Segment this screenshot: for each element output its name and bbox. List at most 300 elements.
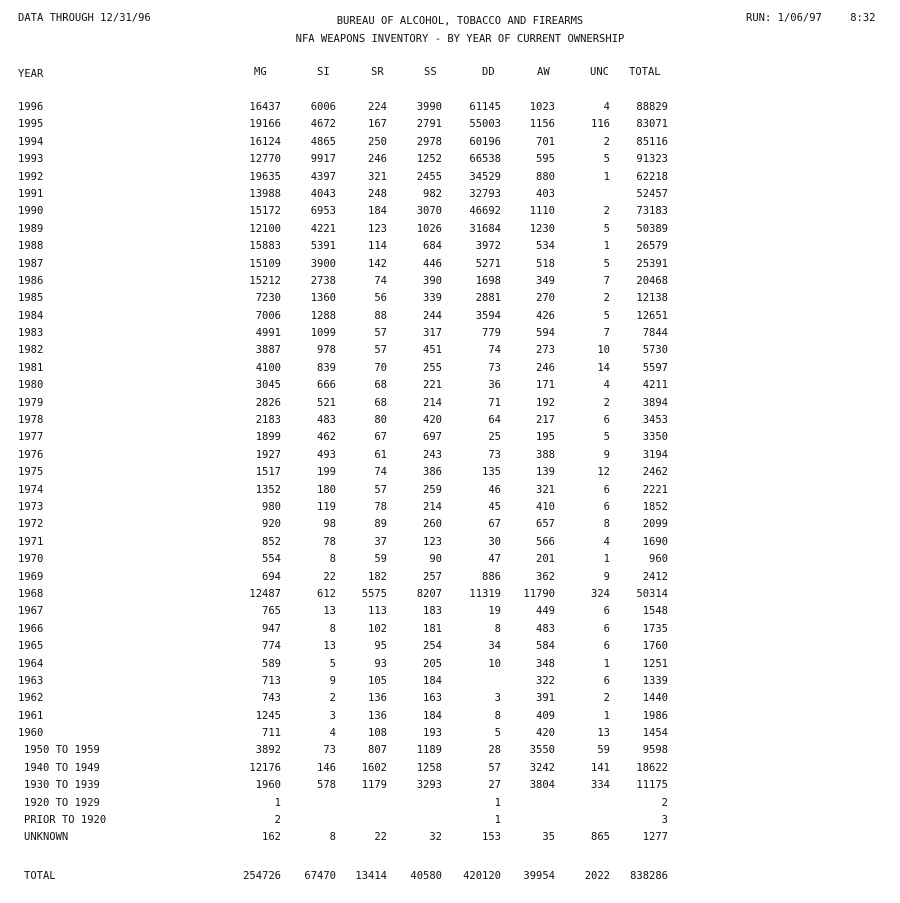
sr-cell: 136	[368, 692, 387, 705]
aw-cell: 321	[536, 483, 555, 496]
table-row	[0, 171, 900, 188]
si-cell: 78	[323, 535, 336, 548]
ss-cell: 3990	[416, 101, 442, 113]
table-row	[0, 831, 900, 848]
unc-cell: 6	[603, 500, 610, 513]
total-cell: 52457	[636, 187, 668, 200]
mg-cell: 589	[262, 657, 281, 670]
sr-cell: 105	[368, 674, 387, 687]
ss-cell: 255	[423, 361, 442, 374]
table-row	[0, 205, 900, 222]
si-cell: 978	[317, 344, 336, 357]
unc-cell: 5	[603, 309, 610, 322]
year-cell: 1985	[18, 292, 44, 305]
total-mg-cell: 254726	[243, 870, 281, 882]
si-cell: 839	[317, 361, 336, 374]
ss-cell: 214	[423, 500, 442, 513]
si-cell: 146	[317, 761, 336, 774]
mg-cell: 13988	[249, 187, 281, 200]
si-cell: 13	[323, 640, 336, 653]
table-row	[0, 501, 900, 518]
si-cell: 8	[329, 831, 336, 844]
dd-cell: 886	[482, 570, 501, 583]
ss-cell: 184	[423, 709, 442, 722]
si-cell: 2738	[310, 274, 336, 287]
col-header-unc: UNC	[590, 66, 609, 78]
total-unc-cell: 2022	[584, 870, 610, 882]
table-row	[0, 727, 900, 744]
dd-cell: 153	[482, 831, 501, 844]
mg-cell: 15172	[249, 205, 281, 218]
unc-cell: 4	[603, 535, 610, 548]
si-cell: 666	[317, 379, 336, 392]
si-cell: 8	[329, 622, 336, 635]
sr-cell: 22	[374, 831, 387, 844]
unc-cell: 4	[603, 101, 610, 113]
table-row	[0, 362, 900, 379]
agency-title: BUREAU OF ALCOHOL, TOBACCO AND FIREARMS	[336, 15, 584, 27]
ss-cell: 3070	[416, 205, 442, 218]
year-cell: 1979	[18, 396, 44, 409]
sr-cell: 108	[368, 727, 387, 740]
year-cell: 1963	[18, 674, 44, 687]
total-cell: 1454	[642, 727, 668, 740]
unc-cell: 12	[597, 466, 610, 479]
year-cell: 1971	[18, 535, 44, 548]
aw-cell: 594	[536, 327, 555, 340]
total-cell: 1735	[642, 622, 668, 635]
dd-cell: 1698	[475, 274, 501, 287]
total-cell: 12138	[636, 292, 668, 305]
mg-cell: 1927	[255, 448, 281, 461]
mg-cell: 12770	[249, 153, 281, 166]
year-cell: 1969	[18, 570, 44, 583]
unc-cell: 7	[603, 327, 610, 340]
total-ss-cell: 40580	[410, 870, 442, 882]
si-cell: 4865	[310, 135, 336, 148]
mg-cell: 15109	[249, 257, 281, 270]
total-cell: 3453	[642, 414, 668, 427]
table-row	[0, 814, 900, 831]
total-cell: 960	[649, 553, 668, 566]
ss-cell: 982	[423, 187, 442, 200]
si-cell: 462	[317, 431, 336, 444]
ss-cell: 1026	[416, 222, 442, 235]
year-cell: 1973	[18, 500, 44, 513]
mg-cell: 4991	[255, 327, 281, 340]
mg-cell: 554	[262, 553, 281, 566]
mg-cell: 162	[262, 831, 281, 844]
total-cell: 2462	[642, 466, 668, 479]
year-cell: 1964	[18, 657, 44, 670]
total-cell: 1852	[642, 500, 668, 513]
mg-cell: 2826	[255, 396, 281, 409]
ss-cell: 317	[423, 327, 442, 340]
ss-cell: 123	[423, 535, 442, 548]
mg-cell: 2	[274, 814, 281, 827]
dd-cell: 60196	[469, 135, 501, 148]
ss-cell: 451	[423, 344, 442, 357]
ss-cell: 90	[429, 553, 442, 566]
unc-cell: 4	[603, 379, 610, 392]
ss-cell: 183	[423, 605, 442, 618]
dd-cell: 1	[494, 796, 501, 809]
dd-cell: 46692	[469, 205, 501, 218]
year-cell: 1993	[18, 153, 44, 166]
ss-cell: 2455	[416, 170, 442, 183]
aw-cell: 518	[536, 257, 555, 270]
si-cell: 119	[317, 500, 336, 513]
total-aw-cell: 39954	[523, 870, 555, 882]
mg-cell: 1352	[255, 483, 281, 496]
col-header-si: SI	[317, 66, 330, 78]
sr-cell: 56	[374, 292, 387, 305]
dd-cell: 1	[494, 814, 501, 827]
aw-cell: 273	[536, 344, 555, 357]
aw-cell: 388	[536, 448, 555, 461]
unc-cell: 865	[591, 831, 610, 844]
ss-cell: 260	[423, 518, 442, 531]
sr-cell: 136	[368, 709, 387, 722]
ss-cell: 259	[423, 483, 442, 496]
col-header-ss: SS	[424, 66, 437, 78]
mg-cell: 7230	[255, 292, 281, 305]
total-cell: 1440	[642, 692, 668, 705]
col-header-aw: AW	[537, 66, 550, 78]
total-cell: 18622	[636, 761, 668, 774]
year-cell: 1975	[18, 466, 44, 479]
mg-cell: 2183	[255, 414, 281, 427]
unc-cell: 6	[603, 674, 610, 687]
table-row	[0, 223, 900, 240]
mg-cell: 19635	[249, 170, 281, 183]
sr-cell: 246	[368, 153, 387, 166]
dd-cell: 5271	[475, 257, 501, 270]
sr-cell: 1179	[361, 779, 387, 792]
unc-cell: 2	[603, 292, 610, 305]
sr-cell: 78	[374, 500, 387, 513]
unc-cell: 2	[603, 396, 610, 409]
ss-cell: 1258	[416, 761, 442, 774]
unc-cell: 7	[603, 274, 610, 287]
table-row	[0, 484, 900, 501]
mg-cell: 16124	[249, 135, 281, 148]
sr-cell: 113	[368, 605, 387, 618]
sr-cell: 95	[374, 640, 387, 653]
col-header-dd: DD	[482, 66, 495, 78]
unc-cell: 5	[603, 153, 610, 166]
year-cell: 1992	[18, 170, 44, 183]
aw-cell: 192	[536, 396, 555, 409]
si-cell: 9	[329, 674, 336, 687]
si-cell: 180	[317, 483, 336, 496]
table-row	[0, 310, 900, 327]
mg-cell: 713	[262, 674, 281, 687]
table-row	[0, 327, 900, 344]
ss-cell: 244	[423, 309, 442, 322]
year-cell: 1950 TO 1959	[24, 744, 100, 757]
sr-cell: 57	[374, 344, 387, 357]
dd-cell: 25	[488, 431, 501, 444]
aw-cell: 1156	[529, 118, 555, 131]
total-cell: 2412	[642, 570, 668, 583]
run-date: 1/06/97	[777, 12, 822, 24]
mg-cell: 4100	[255, 361, 281, 374]
year-cell: 1987	[18, 257, 44, 270]
dd-cell: 135	[482, 466, 501, 479]
dd-cell: 10	[488, 657, 501, 670]
sr-cell: 68	[374, 379, 387, 392]
unc-cell: 59	[597, 744, 610, 757]
sr-cell: 80	[374, 414, 387, 427]
mg-cell: 19166	[249, 118, 281, 131]
table-row	[0, 414, 900, 431]
total-cell: 5597	[642, 361, 668, 374]
year-cell: PRIOR TO 1920	[24, 814, 107, 827]
aw-cell: 449	[536, 605, 555, 618]
mg-cell: 920	[262, 518, 281, 531]
unc-cell: 334	[591, 779, 610, 792]
unc-cell: 6	[603, 414, 610, 427]
total-cell: 83071	[636, 118, 668, 131]
si-cell: 73	[323, 744, 336, 757]
sr-cell: 57	[374, 483, 387, 496]
unc-cell: 141	[591, 761, 610, 774]
dd-cell: 71	[488, 396, 501, 409]
total-cell: 2221	[642, 483, 668, 496]
total-cell: 3894	[642, 396, 668, 409]
total-cell: 3194	[642, 448, 668, 461]
run-time: 8:32	[850, 12, 876, 24]
aw-cell: 409	[536, 709, 555, 722]
mg-cell: 12176	[249, 761, 281, 774]
unc-cell: 6	[603, 605, 610, 618]
unc-cell: 6	[603, 640, 610, 653]
total-cell: 85116	[636, 135, 668, 148]
aw-cell: 1230	[529, 222, 555, 235]
sr-cell: 61	[374, 448, 387, 461]
year-cell: 1978	[18, 414, 44, 427]
ss-cell: 2978	[416, 135, 442, 148]
dd-cell: 66538	[469, 153, 501, 166]
unc-cell: 324	[591, 587, 610, 600]
unc-cell: 2	[603, 692, 610, 705]
aw-cell: 201	[536, 553, 555, 566]
dd-cell: 3	[494, 692, 501, 705]
col-header-year: YEAR	[18, 68, 44, 80]
dd-cell: 34	[488, 640, 501, 653]
unc-cell: 2	[603, 205, 610, 218]
sr-cell: 68	[374, 396, 387, 409]
mg-cell: 16437	[249, 101, 281, 113]
year-cell: 1976	[18, 448, 44, 461]
mg-cell: 1517	[255, 466, 281, 479]
ss-cell: 214	[423, 396, 442, 409]
dd-cell: 57	[488, 761, 501, 774]
ss-cell: 163	[423, 692, 442, 705]
si-cell: 521	[317, 396, 336, 409]
total-cell: 50314	[636, 587, 668, 600]
unc-cell: 6	[603, 483, 610, 496]
ss-cell: 221	[423, 379, 442, 392]
sr-cell: 93	[374, 657, 387, 670]
aw-cell: 3550	[529, 744, 555, 757]
year-cell: 1940 TO 1949	[24, 761, 100, 774]
ss-cell: 386	[423, 466, 442, 479]
year-cell: 1990	[18, 205, 44, 218]
unc-cell: 116	[591, 118, 610, 131]
dd-cell: 45	[488, 500, 501, 513]
ss-cell: 254	[423, 640, 442, 653]
total-cell: 1251	[642, 657, 668, 670]
total-sr-cell: 13414	[355, 870, 387, 882]
total-cell: 1277	[642, 831, 668, 844]
total-cell: 2099	[642, 518, 668, 531]
unc-cell: 6	[603, 622, 610, 635]
year-cell: UNKNOWN	[24, 831, 69, 844]
dd-cell: 28	[488, 744, 501, 757]
ss-cell: 684	[423, 240, 442, 253]
mg-cell: 743	[262, 692, 281, 705]
si-cell: 6953	[310, 205, 336, 218]
year-cell: 1984	[18, 309, 44, 322]
table-row	[0, 275, 900, 292]
si-cell: 3900	[310, 257, 336, 270]
total-dd-cell: 420120	[463, 870, 501, 882]
total-cell: 26579	[636, 240, 668, 253]
table-row	[0, 571, 900, 588]
year-cell: 1968	[18, 587, 44, 600]
year-cell: 1983	[18, 327, 44, 340]
year-cell: 1970	[18, 553, 44, 566]
aw-cell: 1110	[529, 205, 555, 218]
mg-cell: 3887	[255, 344, 281, 357]
aw-cell: 171	[536, 379, 555, 392]
mg-cell: 1899	[255, 431, 281, 444]
sr-cell: 67	[374, 431, 387, 444]
aw-cell: 391	[536, 692, 555, 705]
dd-cell: 73	[488, 361, 501, 374]
table-row	[0, 292, 900, 309]
mg-cell: 15212	[249, 274, 281, 287]
sr-cell: 321	[368, 170, 387, 183]
dd-cell: 31684	[469, 222, 501, 235]
ss-cell: 257	[423, 570, 442, 583]
aw-cell: 3242	[529, 761, 555, 774]
aw-cell: 420	[536, 727, 555, 740]
dd-cell: 8	[494, 709, 501, 722]
sr-cell: 70	[374, 361, 387, 374]
aw-cell: 584	[536, 640, 555, 653]
aw-cell: 246	[536, 361, 555, 374]
si-cell: 1288	[310, 309, 336, 322]
mg-cell: 980	[262, 500, 281, 513]
total-si-cell: 67470	[304, 870, 336, 882]
year-cell: 1967	[18, 605, 44, 618]
total-cell: 3	[661, 814, 668, 827]
col-header-sr: SR	[371, 66, 384, 78]
table-row	[0, 779, 900, 796]
totals-row-content	[0, 870, 900, 887]
unc-cell: 14	[597, 361, 610, 374]
report-title: NFA WEAPONS INVENTORY - BY YEAR OF CURRENT OWNERSHIP	[295, 33, 625, 45]
dd-cell: 27	[488, 779, 501, 792]
mg-cell: 1960	[255, 779, 281, 792]
mg-cell: 7006	[255, 309, 281, 322]
sr-cell: 5575	[361, 587, 387, 600]
sr-cell: 102	[368, 622, 387, 635]
aw-cell: 195	[536, 431, 555, 444]
mg-cell: 1	[274, 796, 281, 809]
year-cell: 1920 TO 1929	[24, 796, 100, 809]
unc-cell: 1	[603, 553, 610, 566]
ss-cell: 446	[423, 257, 442, 270]
unc-cell: 2	[603, 135, 610, 148]
sr-cell: 59	[374, 553, 387, 566]
aw-cell: 3804	[529, 779, 555, 792]
year-cell: 1980	[18, 379, 44, 392]
si-cell: 22	[323, 570, 336, 583]
unc-cell: 1	[603, 170, 610, 183]
total-cell: 2	[661, 796, 668, 809]
table-row	[0, 188, 900, 205]
sr-cell: 123	[368, 222, 387, 235]
year-cell: 1988	[18, 240, 44, 253]
si-cell: 1099	[310, 327, 336, 340]
aw-cell: 35	[542, 831, 555, 844]
total-cell: 9598	[642, 744, 668, 757]
table-row	[0, 466, 900, 483]
ss-cell: 1189	[416, 744, 442, 757]
year-cell: 1974	[18, 483, 44, 496]
table-row	[0, 397, 900, 414]
table-row	[0, 449, 900, 466]
aw-cell: 566	[536, 535, 555, 548]
total-label: TOTAL	[24, 870, 56, 882]
si-cell: 1360	[310, 292, 336, 305]
dd-cell: 8	[494, 622, 501, 635]
table-row	[0, 344, 900, 361]
dd-cell: 46	[488, 483, 501, 496]
ss-cell: 339	[423, 292, 442, 305]
si-cell: 4672	[310, 118, 336, 131]
total-cell: 73183	[636, 205, 668, 218]
table-row	[0, 101, 900, 118]
si-cell: 98	[323, 518, 336, 531]
year-cell: 1960	[18, 727, 44, 740]
year-cell: 1995	[18, 118, 44, 131]
sr-cell: 182	[368, 570, 387, 583]
si-cell: 3	[329, 709, 336, 722]
year-cell: 1966	[18, 622, 44, 635]
dd-cell: 64	[488, 414, 501, 427]
aw-cell: 362	[536, 570, 555, 583]
dd-cell: 73	[488, 448, 501, 461]
sr-cell: 89	[374, 518, 387, 531]
si-cell: 5	[329, 657, 336, 670]
ss-cell: 8207	[416, 587, 442, 600]
aw-cell: 270	[536, 292, 555, 305]
table-row	[0, 710, 900, 727]
unc-cell: 8	[603, 518, 610, 531]
si-cell: 483	[317, 414, 336, 427]
year-cell: 1972	[18, 518, 44, 531]
si-cell: 9917	[310, 153, 336, 166]
sr-cell: 142	[368, 257, 387, 270]
table-row	[0, 675, 900, 692]
sr-cell: 224	[368, 101, 387, 113]
year-cell: 1994	[18, 135, 44, 148]
